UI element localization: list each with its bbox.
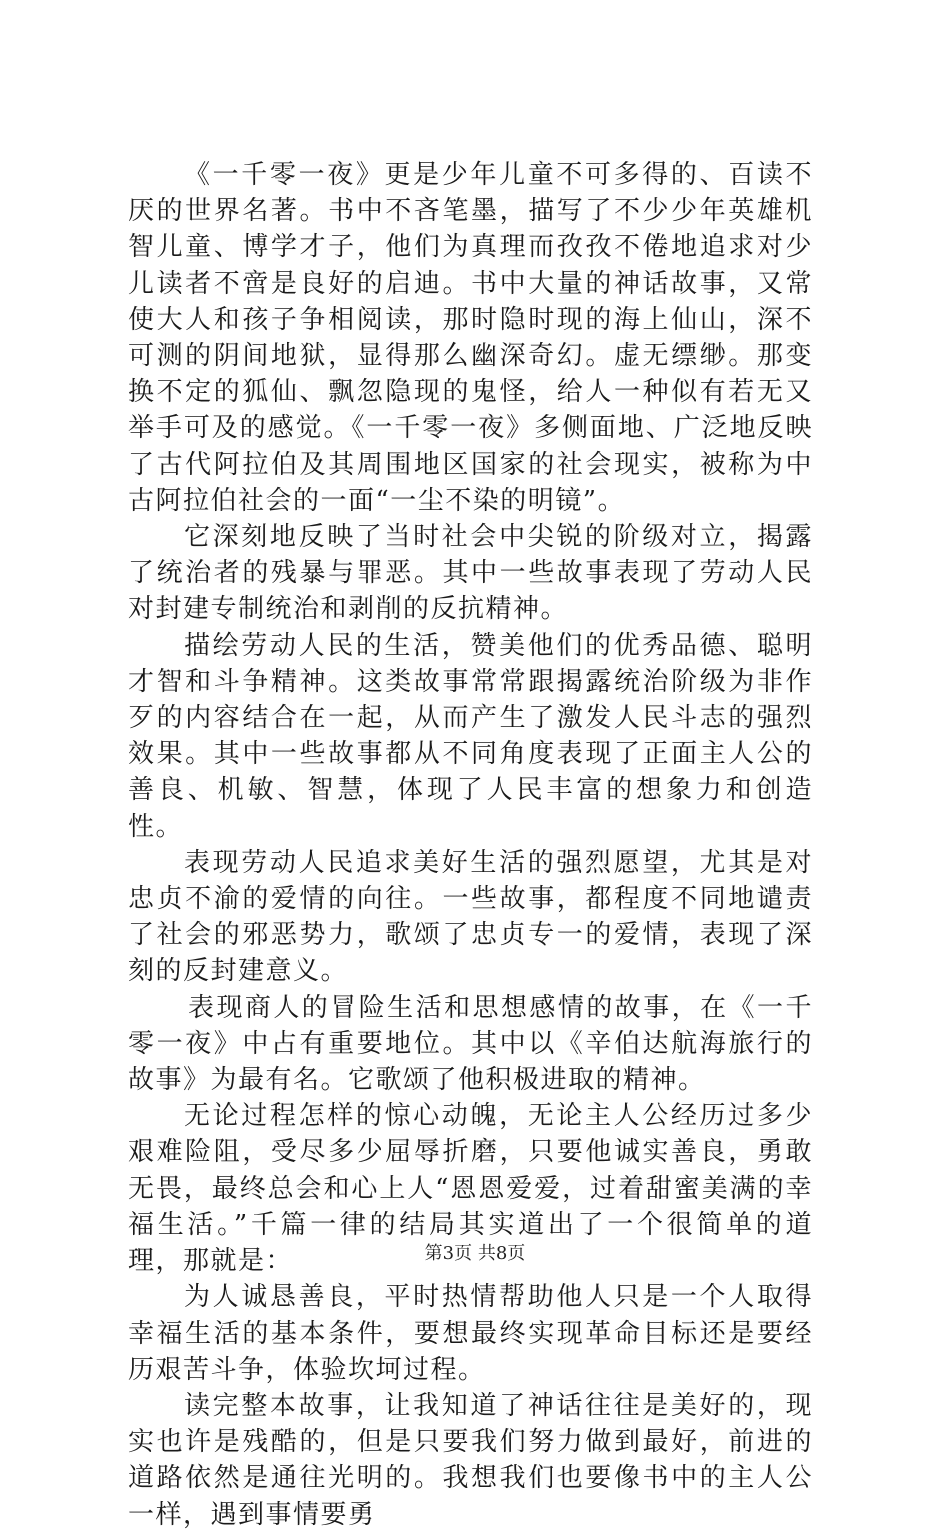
- paragraph-loyal-love: 表现劳动人民追求美好生活的强烈愿望，尤其是对忠贞不渝的爱情的向往。一些故事，都程度不同地谴责了社会的邪恶势力，歌颂了忠贞专一的爱情，表现了深刻的反封建意义。: [128, 847, 813, 987]
- document-body: [128, 157, 813, 1533]
- paragraph-working-people: 描绘劳动人民的生活，赞美他们的优秀品德、聪明才智和斗争精神。这类故事常常跟揭露统治阶级为非作歹的内容结合在一起，从而产生了激发人民斗志的强烈效果。其中一些故事都从不同角度表现了正面主人公的善良、机敏、智慧，体现了人民丰富的想象力和创造性。: [128, 630, 813, 842]
- paragraph-thousand-and-one-nights-intro: 《一千零一夜》更是少年儿童不可多得的、百读不厌的世界名著。书中不吝笔墨，描写了不少少年英雄机智儿童、博学才子，他们为真理而孜孜不倦地追求对少儿读者不啻是良好的启迪。书中大量的神话故事，又常使大人和孩子争相阅读，那时隐时现的海上仙山，深不可测的阴间地狱，显得那么幽深奇幻。虚无缥缈。那变换不定的狐仙、飘忽隐现的鬼怪，给人一种似有若无又举手可及的感觉。《一千零一夜》多侧面地、广泛地反映了古代阿拉伯及其周围地区国家的社会现实，被称为中古阿拉伯社会的一面“一尘不染的明镜”。: [128, 160, 813, 516]
- paragraph-merchant-adventures: 表现商人的冒险生活和思想感情的故事，在《一千零一夜》中占有重要地位。其中以《辛伯达航海旅行的故事》为最有名。它歌颂了他积极进取的精神。: [128, 992, 813, 1096]
- paragraph-reflection: 读完整本故事，让我知道了神话往往是美好的，现实也许是残酷的，但是只要我们努力做到最好，前进的道路依然是通往光明的。我想我们也要像书中的主人公一样，遇到事情要勇: [128, 1390, 813, 1530]
- paragraph-sincere-kindness: 为人诚恳善良，平时热情帮助他人只是一个人取得幸福生活的基本条件，要想最终实现革命目标还是要经历艰苦斗争，体验坎坷过程。: [128, 1282, 813, 1385]
- paragraph-happy-ending: 无论过程怎样的惊心动魄，无论主人公经历过多少艰难险阻，受尽多少屈辱折磨，只要他诚实善良，勇敢无畏，最终总会和心上人“恩恩爱爱，过着甜蜜美满的幸福生活。”千篇一律的结局其实道出了一个很简单的道理，那就是：: [128, 1101, 813, 1277]
- paragraph-class-conflict: 它深刻地反映了当时社会中尖锐的阶级对立，揭露了统治者的残暴与罪恶。其中一些故事表现了劳动人民对封建专制统治和剥削的反抗精神。: [128, 522, 813, 625]
- page-number-footer: 第3页 共8页: [424, 1243, 526, 1264]
